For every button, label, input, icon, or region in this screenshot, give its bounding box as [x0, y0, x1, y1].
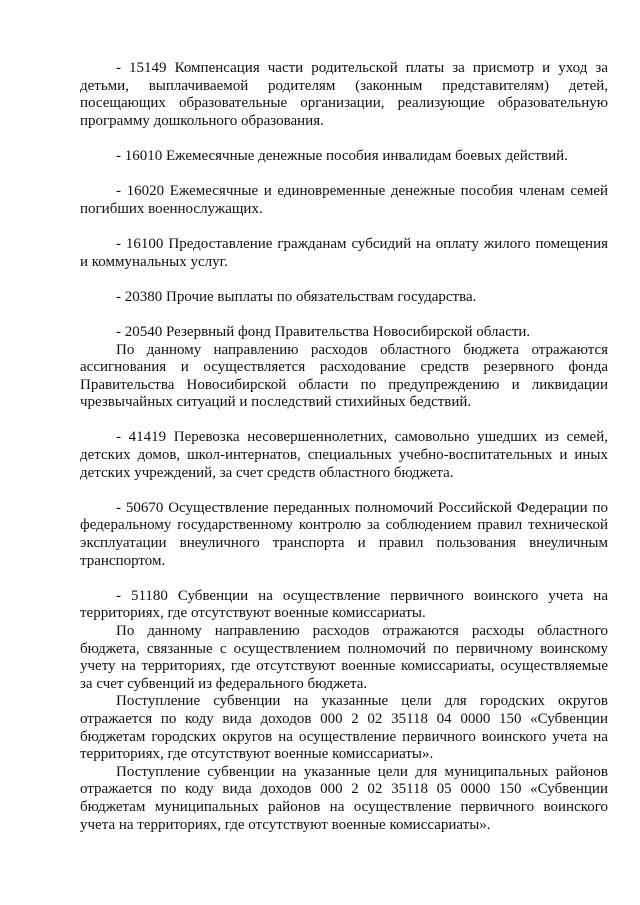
paragraph-15149: - 15149 Компенсация части родительской платы за присмотр и уход за детьми, выплачиваемой родителям (законным представителям) детей, посещающих образовательные организации, реализующие образовательную программу дошкольного образования. — [80, 60, 608, 129]
paragraph-16020: - 16020 Ежемесячные и единовременные денежные пособия членам семей погибших военнослужащих. — [80, 183, 608, 217]
paragraph-50670: - 50670 Осуществление переданных полномочий Российской Федерации по федеральному государственному контролю за соблюдением правил технической эксплуатации внеуличного транспорта и правил пользования внеуличным транспортом. — [80, 499, 608, 569]
paragraph-20380: - 20380 Прочие выплаты по обязательствам государства. — [116, 288, 477, 305]
document-page — [80, 60, 608, 834]
paragraph-41419: - 41419 Перевозка несовершеннолетних, самовольно ушедших из семей, детских домов, школ-интернатов, специальных учебно-воспитательных и иных детских учреждений, за счет средств областного бюджета. — [80, 429, 608, 481]
paragraph-20540-description: По данному направлению расходов областного бюджета отражаются ассигнования и осуществляется расходование средств резервного фонда Правительства Новосибирской области по предупреждению и ликвидации чрезвычайных ситуаций и последствий стихийных бедствий. — [80, 341, 608, 411]
paragraph-urban-districts: Поступление субвенции на указанные цели для городских округов отражается по коду вида доходов 000 2 02 35118 04 0000 150 «Субвенции бюджетам городских округов на осуществление первичного воинского учета на территориях, где отсутствуют военные комиссариаты». — [80, 693, 608, 763]
paragraph-16010: - 16010 Ежемесячные денежные пособия инвалидам боевых действий. — [116, 147, 568, 164]
paragraph-16100: - 16100 Предоставление гражданам субсидий на оплату жилого помещения и коммунальных услуг. — [80, 235, 608, 270]
paragraph-20540: - 20540 Резервный фонд Правительства Новосибирской области. — [116, 323, 531, 340]
paragraph-municipal-districts: Поступление субвенции на указанные цели для муниципальных районов отражается по коду вида доходов 000 2 02 35118 05 0000 150 «Субвенции бюджетам муниципальных районов на осуществление первичного воинского учета на территориях, где отсутствуют военные комиссариаты». — [80, 763, 608, 833]
paragraph-51180-description: По данному направлению расходов отражаются расходы областного бюджета, связанные с осуществлением полномочий по первичному воинскому учету на территориях, где отсутствуют военные комиссариаты, осуществляемые за счет субвенций из федерального бюджета. — [80, 623, 608, 692]
paragraph-51180: - 51180 Субвенции на осуществление первичного воинского учета на территориях, где отсутствуют военные комиссариаты. — [80, 587, 608, 622]
